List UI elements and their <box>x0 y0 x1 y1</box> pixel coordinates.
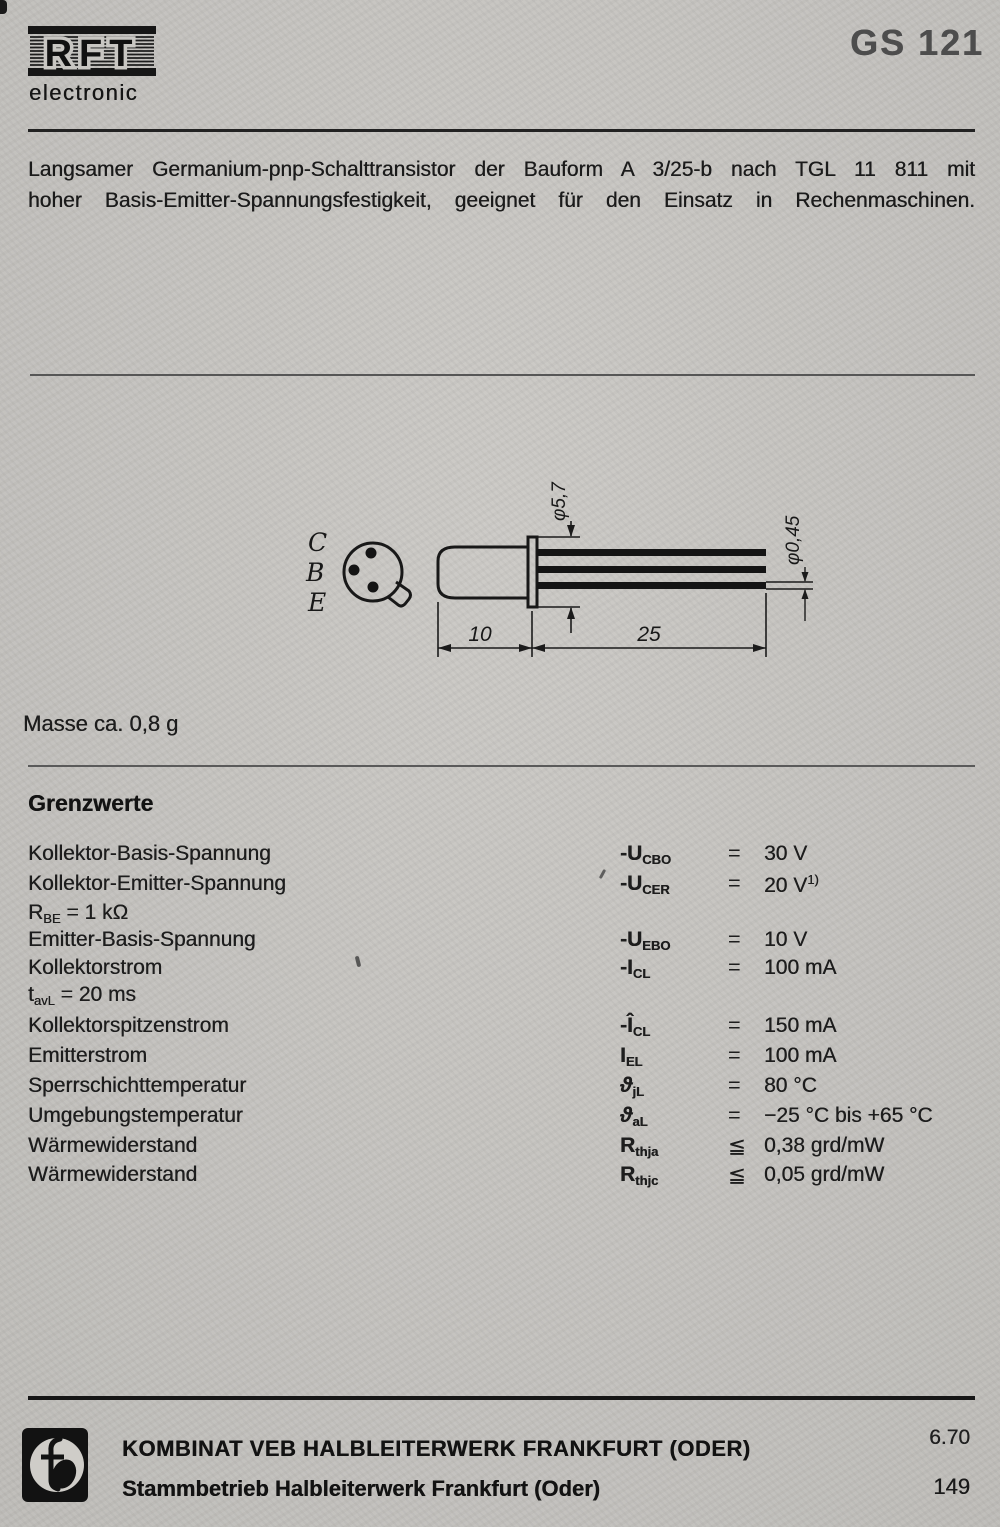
date-code: 6.70 <box>929 1426 970 1449</box>
limit-value: 0,05 grd/mW <box>764 1163 885 1186</box>
limit-label: Emitterstrom <box>28 1044 148 1067</box>
limit-label: Kollektorstrom <box>28 956 163 979</box>
pin-label-b: B <box>306 558 325 587</box>
limit-row <box>28 901 975 931</box>
limit-relation: ≦ <box>728 1164 746 1187</box>
limit-value: 150 mA <box>764 1014 837 1037</box>
limit-relation: = <box>728 1074 741 1097</box>
limit-relation: = <box>728 1044 741 1067</box>
limit-label: $R_{BE} = 1$ kΩ <box>28 901 129 926</box>
limits-title: Grenzwerte <box>28 790 154 816</box>
limit-relation: = <box>728 1014 741 1037</box>
footer-rule <box>28 1396 975 1400</box>
print-speck <box>0 0 7 14</box>
limit-value: 100 mA <box>764 956 837 979</box>
limit-row <box>28 1134 975 1164</box>
limit-row <box>28 928 975 958</box>
limit-value: 20 $V^{1)}$ <box>764 872 819 897</box>
limit-label: Kollektorspitzenstrom <box>28 1014 229 1037</box>
limit-label: Wärmewiderstand <box>28 1163 198 1186</box>
limit-label: Emitter-Basis-Spannung <box>28 928 256 951</box>
limit-row <box>28 842 975 872</box>
limit-symbol: $-U_{EBO}$ <box>620 928 671 953</box>
limit-label: Kollektor-Emitter-Spannung <box>28 872 286 895</box>
limit-relation: = <box>728 872 741 895</box>
dim-label-body-length: 10 <box>468 623 492 646</box>
limit-symbol: $ϑ_{jL}$ <box>620 1074 644 1099</box>
limit-row <box>28 1074 975 1104</box>
limit-relation: ≦ <box>728 1135 746 1158</box>
limit-symbol: $I_{EL}$ <box>620 1044 643 1069</box>
limit-row <box>28 1014 975 1044</box>
pin-label-e: E <box>308 588 327 617</box>
limit-value: 30 V <box>764 842 808 865</box>
limit-row <box>28 1163 975 1193</box>
limit-label: Wärmewiderstand <box>28 1134 198 1157</box>
limit-value: 10 V <box>764 928 808 951</box>
pin-label-c: C <box>308 528 328 557</box>
limit-relation: = <box>728 842 741 865</box>
limit-symbol: $R_{thja}$ <box>620 1134 659 1159</box>
limit-row <box>28 872 975 902</box>
limit-row <box>28 956 975 986</box>
limit-label: Umgebungstemperatur <box>28 1104 243 1127</box>
limit-value: 0,38 grd/mW <box>764 1134 885 1157</box>
limit-symbol: $-I_{CL}$ <box>620 956 651 981</box>
limits-table <box>28 0 975 1200</box>
limit-value: −25 °C bis +65 °C <box>764 1104 933 1127</box>
rft-logo-text: RFT <box>44 33 140 75</box>
description-line-2: hoher Basis-Emitter-Spannungsfestigkeit, geeignet für den Einsatz in Rechenmaschinen. <box>28 189 975 212</box>
brand-subtitle: electronic <box>29 80 139 105</box>
limit-row <box>28 983 975 1013</box>
mass-note: Masse ca. 0,8 g <box>23 711 179 736</box>
limit-relation: = <box>728 928 741 951</box>
limit-symbol: $-Î_{CL}$ <box>620 1014 651 1039</box>
limit-label: Kollektor-Basis-Spannung <box>28 842 271 865</box>
limit-relation: = <box>728 956 741 979</box>
dim-label-lead-diameter: φ0,45 <box>783 515 804 565</box>
limit-symbol: $ϑ_{aL}$ <box>620 1104 648 1129</box>
part-number: GS 121 <box>850 22 985 63</box>
limit-relation: = <box>728 1104 741 1127</box>
limit-symbol: $-U_{CBO}$ <box>620 842 672 867</box>
limit-label: $t_{avL} = 20$ ms <box>28 983 136 1008</box>
description-line-1: Langsamer Germanium-pnp-Schalttransistor der Bauform A 3/25-b nach TGL 11 811 mit <box>28 158 975 181</box>
limit-value: 80 °C <box>764 1074 817 1097</box>
dim-label-lead-length: 25 <box>637 623 661 646</box>
hfo-logo <box>22 1428 88 1502</box>
limit-value: 100 mA <box>764 1044 837 1067</box>
limit-symbol: $R_{thjc}$ <box>620 1163 659 1188</box>
limit-label: Sperrschichttemperatur <box>28 1074 247 1097</box>
limit-row <box>28 1044 975 1074</box>
page-number: 149 <box>933 1474 970 1499</box>
dim-label-body-diameter: φ5,7 <box>549 482 570 521</box>
footer-company-line1: KOMBINAT VEB HALBLEITERWERK FRANKFURT (ODER) <box>122 1436 751 1461</box>
footer-company-line2: Stammbetrieb Halbleiterwerk Frankfurt (Oder) <box>122 1476 601 1501</box>
limit-row <box>28 1104 975 1134</box>
limit-symbol: $-U_{CER}$ <box>620 872 670 897</box>
